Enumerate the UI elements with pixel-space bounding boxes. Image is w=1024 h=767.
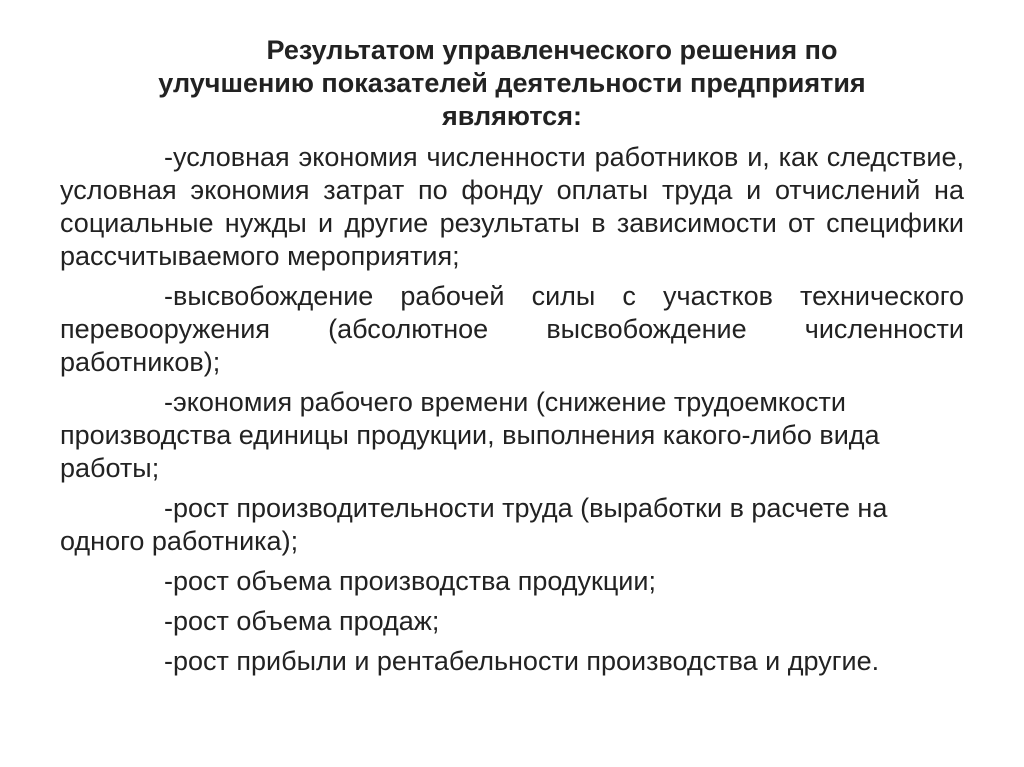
result-item-3: -экономия рабочего времени (снижение трудоемкости производства единицы продукции, выполнения какого-либо вида работы; [60, 387, 880, 483]
heading-line-2: улучшению показателей деятельности предприятия [158, 68, 866, 98]
result-item-7: -рост прибыли и рентабельности производства и другие. [164, 646, 880, 676]
slide-content [60, 34, 964, 678]
heading-line-3: являются: [442, 101, 582, 131]
slide-heading [60, 34, 964, 133]
heading-line-1: Результатом управленческого решения по [266, 35, 838, 65]
result-item-4: -рост производительности труда (выработки в расчете на одного работника); [60, 493, 888, 556]
result-item-1: -условная экономия численности работников и, как следствие, условная экономия затрат по фонду оплаты труда и отчислений на социальные нужды и другие результаты в зависимости от специфики рассчитываемого мероприятия; [60, 142, 964, 271]
result-item-5: -рост объема производства продукции; [164, 566, 656, 596]
result-item-6: -рост объема продаж; [164, 606, 440, 636]
result-item-2: -высвобождение рабочей силы с участков технического перевооружения (абсолютное высвобождение численности работников); [60, 281, 964, 377]
